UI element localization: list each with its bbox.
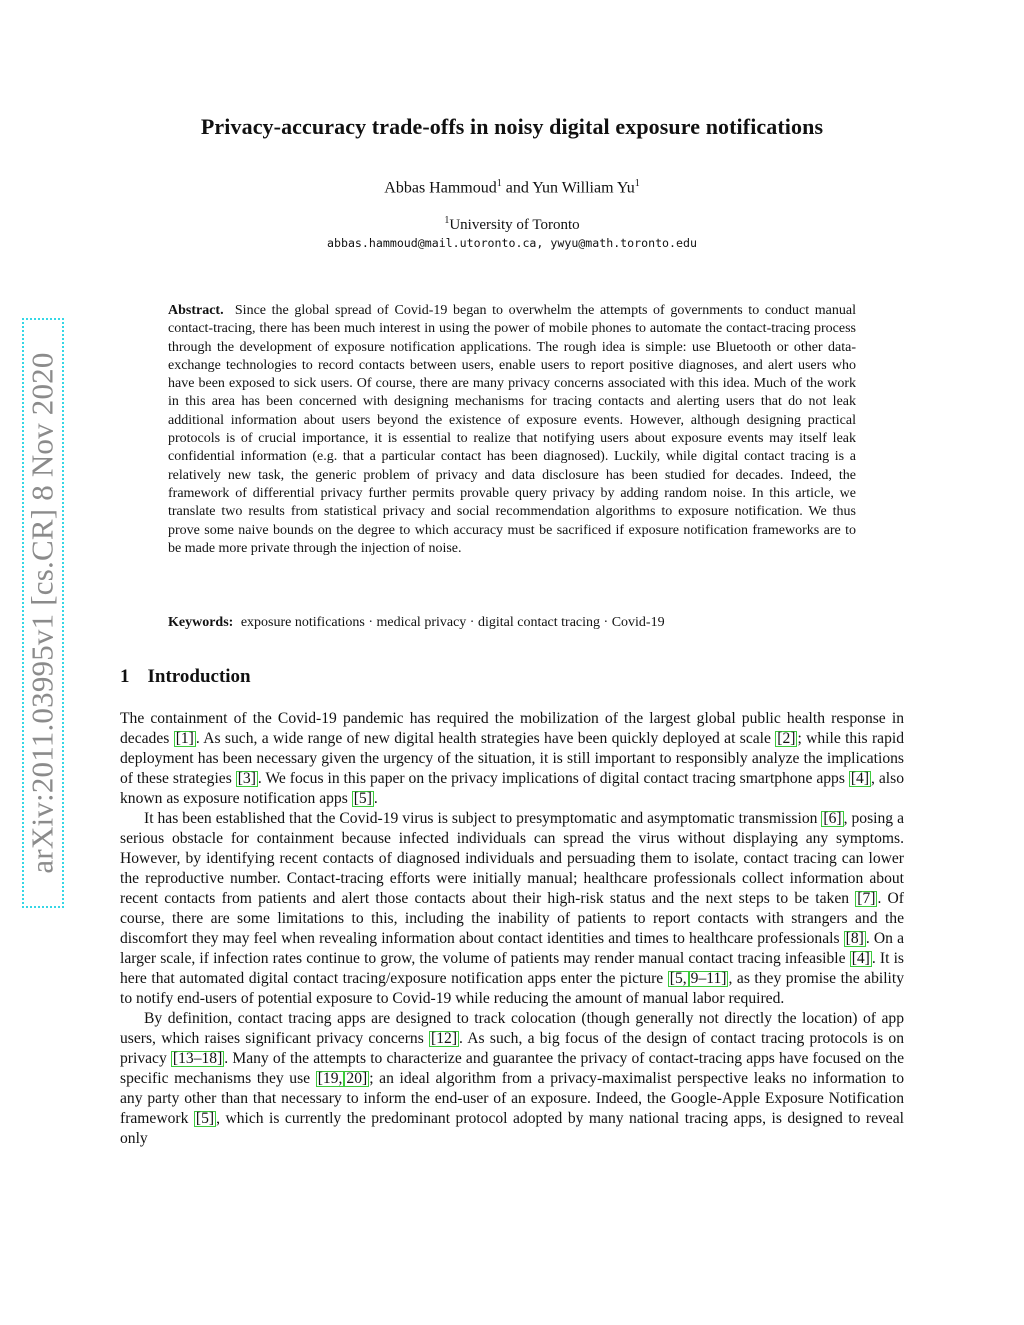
paragraph-text: , as they promise the ability to notify end-users of potential exposure to Covid-19 while reducing the amount of manual labor required. — [120, 970, 904, 1007]
keywords-label: Keywords: — [168, 615, 234, 630]
abstract-text: Since the global spread of Covid-19 began to overwhelm the attempts of governments to conduct manual contact-tracing, there has been much interest in using the power of mobile phones to automate the contact-tracing process through the development of exposure notification applications. The rough idea is simple: use Bluetooth or other data-exchange technologies to record contacts between users, enable users to report positive diagnoses, and alert users who have been exposed to sick users. Of course, there are many privacy concerns associated with this idea. Much of the work in this area has been concerned with designing mechanisms for tracing contacts and alerting users that do not leak additional information about users beyond the existence of exposure events. However, although designing practical protocols is of crucial importance, it is essential to realize that notifying users about exposure events may itself leak confidential information (e.g. that a particular contact has been diagnosed). Luckily, while digital contact tracing is a relatively new task, the generic problem of privacy and data disclosure has been studied for decades. Indeed, the framework of differential privacy further permits provable query privacy by adding random noise. In this article, we translate two results from statistical privacy and social recommendation algorithms to exposure notification. We thus prove some naive bounds on the degree to which accuracy must be sacrificed if exposure notification frameworks are to be made more private through the injection of noise. — [168, 303, 856, 556]
citation-link[interactable]: [6] — [823, 810, 842, 827]
paragraph-text: . We focus in this paper on the privacy implications of digital contact tracing smartphone apps — [257, 770, 849, 787]
body-text — [120, 709, 904, 1149]
paragraph-text: The containment of the Covid-19 pandemic has required the mobilization of the largest global public health response in decades — [120, 710, 904, 747]
abstract-label: Abstract. — [168, 303, 224, 318]
affiliation-mark: 1 — [444, 215, 450, 226]
paragraph-text: It has been established that the Covid-19 virus is subject to presymptomatic and asymptomatic transmission — [144, 810, 822, 827]
affiliation-name: University of Toronto — [449, 217, 580, 233]
paper-title: Privacy-accuracy trade-offs in noisy digital exposure notifications — [200, 114, 824, 139]
author-name: Yun William Yu — [532, 179, 635, 197]
paragraph — [120, 1009, 904, 1149]
citation-link[interactable]: [5, — [669, 970, 687, 987]
citation-link[interactable]: [4] — [851, 950, 870, 967]
paragraph — [120, 709, 904, 809]
section-heading — [120, 666, 251, 688]
paragraph-text: , posing a serious obstacle for containment because infected individuals can spread the virus without displaying any symptoms. However, by identifying recent contacts of diagnosed individuals and persuading them to isolate, contact tracing can lower the reproductive number. Contact-tracing efforts were initially manual; healthcare professionals collect information about recent contacts from patients and alert those contacts about their high-risk status and the next steps to be taken — [120, 810, 904, 907]
affiliation — [120, 215, 904, 234]
citation-link[interactable]: [8] — [845, 930, 864, 947]
citation-link[interactable]: 20] — [346, 1070, 368, 1087]
section-title: Introduction — [147, 666, 251, 687]
paragraph-text: . It is here that automated digital contact tracing/exposure notification apps enter the picture — [120, 950, 904, 987]
citation-link[interactable]: [13–18] — [172, 1050, 223, 1067]
citation-link[interactable]: [3] — [237, 770, 256, 787]
arxiv-identifier-box[interactable] — [22, 318, 64, 908]
paragraph-text: . Of course, there are some limitations to this, including the inability of patients to report contacts with strangers and the discomfort they may feel when revealing information about contact identities and times to healthcare professionals — [120, 890, 904, 947]
author-name: Abbas Hammoud — [384, 179, 497, 197]
author-conjunction: and — [501, 179, 533, 197]
citation-link[interactable]: [19, — [317, 1070, 343, 1087]
citation-link[interactable]: [12] — [431, 1030, 458, 1047]
paragraph — [120, 809, 904, 1009]
citation-link[interactable]: [2] — [777, 730, 796, 747]
citation-link[interactable]: [4] — [850, 770, 870, 787]
paragraph-text: By definition, contact tracing apps are designed to track colocation (though generally not directly the location) of app users, which raises significant privacy concerns — [120, 1010, 904, 1047]
paragraph-text: . — [373, 790, 378, 807]
citation-link[interactable]: 9–11] — [690, 970, 727, 987]
keywords — [168, 614, 856, 632]
paragraph-text: , also known as exposure notification apps — [120, 770, 904, 807]
arxiv-identifier[interactable]: arXiv:2011.03995v1 [cs.CR] 8 Nov 2020 — [25, 352, 60, 874]
citation-link[interactable]: [5] — [353, 790, 372, 807]
citation-link[interactable]: [5] — [195, 1110, 215, 1127]
paragraph-text: ; an ideal algorithm from a privacy-maximalist perspective leaks no information to any party other than that necessary to inform the end-user of an exposure. Indeed, the Google-Apple Exposure Notification framework — [120, 1070, 904, 1127]
abstract — [168, 302, 856, 558]
author-affil-mark: 1 — [496, 178, 502, 189]
paragraph-text: . Many of the attempts to characterize and guarantee the privacy of contact-tracing apps have focused on the specific mechanisms they use — [120, 1050, 904, 1087]
author-affil-mark: 1 — [634, 178, 640, 189]
section-number: 1 — [120, 666, 130, 687]
paragraph-text: . As such, a wide range of new digital health strategies have been quickly deployed at scale — [195, 730, 776, 747]
keywords-text: exposure notifications · medical privacy · digital contact tracing · Covid-19 — [240, 615, 665, 630]
citation-link[interactable]: [1] — [175, 730, 194, 747]
author-line — [120, 178, 904, 197]
paragraph-text: , which is currently the predominant protocol adopted by many national tracing apps, is designed to reveal only — [120, 1110, 904, 1147]
author-emails: abbas.hammoud@mail.utoronto.ca, ywyu@math.toronto.edu — [327, 236, 697, 250]
paragraph-text: . As such, a big focus of the design of contact tracing protocols is on privacy — [120, 1030, 905, 1067]
paragraph-text: . On a larger scale, if infection rates continue to grow, the volume of patients may render manual contact tracing infeasible — [120, 930, 904, 967]
paragraph-text: ; while this rapid deployment has been necessary given the urgency of the situation, it is still important to responsibly analyze the implications of these strategies — [120, 730, 904, 787]
citation-link[interactable]: [7] — [857, 890, 876, 907]
